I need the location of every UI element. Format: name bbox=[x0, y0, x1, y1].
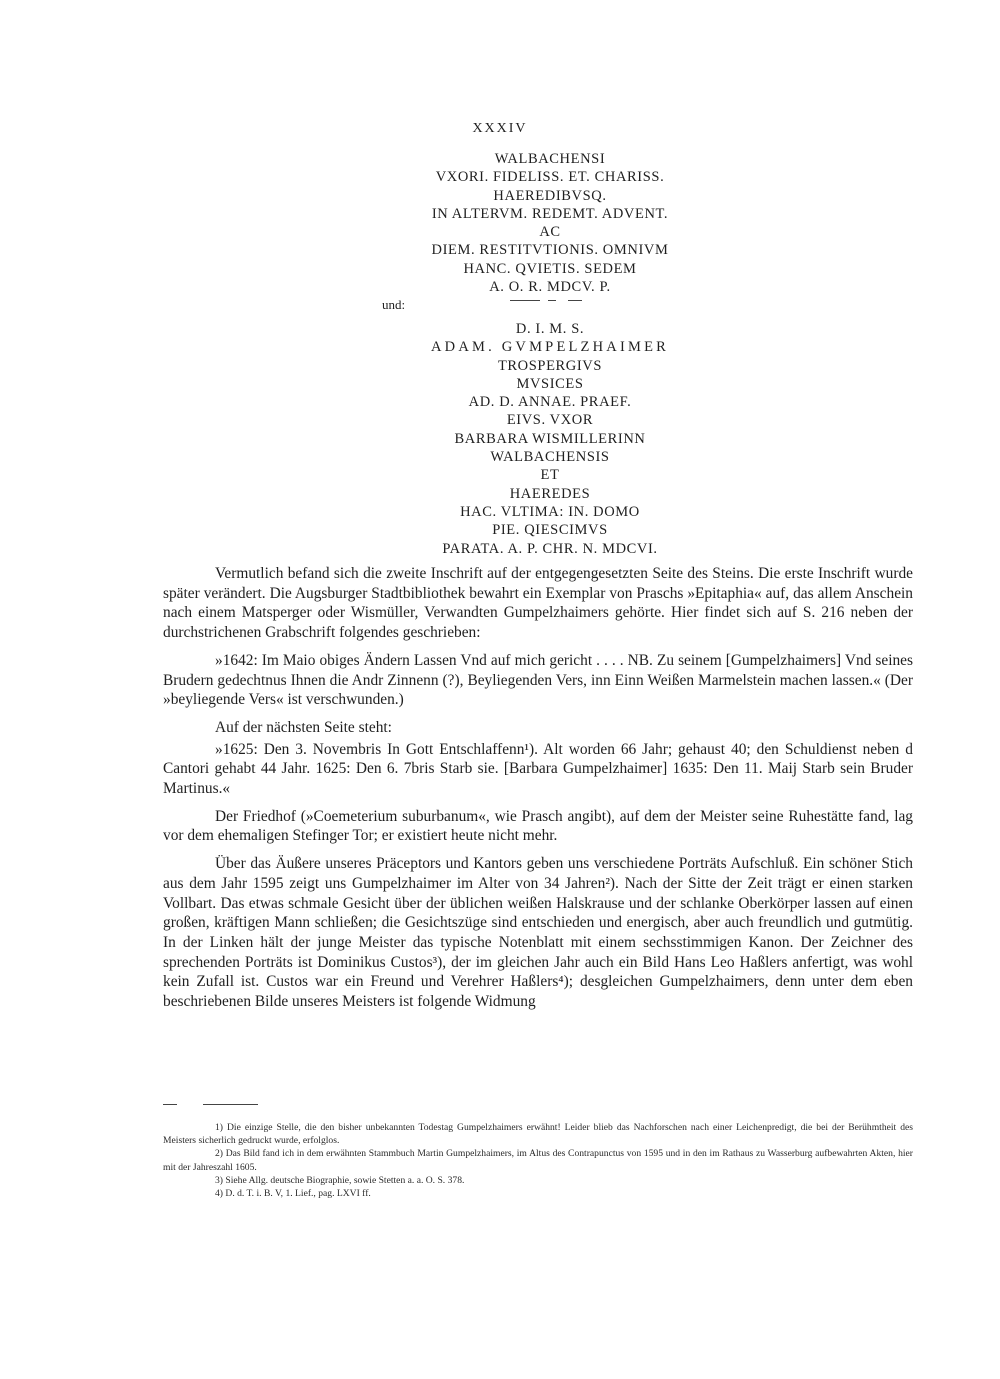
body-text bbox=[163, 564, 913, 1020]
footnote: 1) Die einzige Stelle, die den bisher unbekannten Todestag Gumpelzhaimers erwähnt! Leider blieb das Nachforschen nach einer Leichenpredigt, die bei der Berühmtheit des Meisters sicherlich gedruckt wurde, erfolglos. bbox=[163, 1122, 913, 1147]
inscription-line: TROSPERGIVS bbox=[497, 357, 603, 374]
inscription-line: PIE. QIESCIMVS bbox=[492, 522, 608, 539]
paragraph: Über das Äußere unseres Präceptors und Kantors geben uns verschiedene Porträts Aufschluß. Ein schöner Stich aus dem Jahr 1595 zeigt uns Gumpelzhaimer im Alter von 34 Jahren²). Nach der Sitte der Zeit trägt er einen starken Vollbart. Das etwas schmale Gesicht über der üblichen weißen Halskrause und der schlanke Oberkörper lassen auf einen großen, kräftigen Mann schließen; die Gesichtszüge sind entschieden und energisch, aber auch freundlich und gutmütig. In der Linken hält der junge Meister das typische Notenblatt mit einem sechsstimmigen Kanon. Der Zeichner des sprechenden Porträts ist Dominikus Custos³), der im gleichen Jahr auch ein Bild Hans Leo Haßlers anfertigt, was wohl kein Zufall ist. Custos war ein Freund und Verehrer Haßlers⁴); desgleichen Gumpelzhaimers, denn unter dem eben beschriebenen Bilde unseres Meisters ist folgende Widmung bbox=[163, 855, 913, 1011]
inscription-line: A. O. R. MDCV. P. bbox=[489, 279, 611, 296]
inscription-line: WALBACHENSIS bbox=[490, 449, 610, 466]
paragraph: Der Friedhof (»Coemeterium suburbanum«, wie Prasch angibt), auf dem der Meister seine Ruhestätte fand, lag vor dem ehemaligen Stefinger Tor; er existiert heute nicht mehr. bbox=[163, 807, 913, 845]
inscription-line: ET bbox=[540, 467, 560, 484]
inscription-line: ADAM. GVMPELZHAIMER bbox=[430, 339, 670, 356]
inscription-line: BARBARA WISMILLERINN bbox=[454, 430, 646, 447]
inscription-line: HAC. VLTIMA: IN. DOMO bbox=[460, 503, 640, 520]
inscription-line: MVSICES bbox=[516, 375, 584, 392]
paragraph: »1625: Den 3. Novembris In Gott Entschlaffenn¹). Alt worden 66 Jahr; gehaust 40; den Schuldienst neben d Cantori gehabt 44 Jahr. 1625: Den 6. 7bris Starb sie. [Barbara Gumpelzhaimer] 1635: Den 11. Maij Starb sein Bruder Martinus.« bbox=[163, 740, 913, 798]
inscription-line: AD. D. ANNAE. PRAEF. bbox=[468, 394, 632, 411]
epitaph-inscription-two bbox=[380, 320, 720, 558]
inscription-line: EIVS. VXOR bbox=[506, 412, 594, 429]
inscription-line: DIEM. RESTITVTIONIS. OMNIVM bbox=[431, 242, 669, 259]
inscription-line: IN ALTERVM. REDEMT. ADVENT. bbox=[431, 205, 669, 222]
footnote: 2) Das Bild fand ich in dem erwähnten Stammbuch Martin Gumpelzhaimers, im Altus des Contrapunctus von 1595 und in den im Rathaus zu Wasserburg aufbewahrten Akten, hier mit der Jahreszahl 1605. bbox=[163, 1148, 913, 1173]
inscription-line: WALBACHENSI bbox=[494, 151, 606, 167]
footnote: 3) Siehe Allg. deutsche Biographie, sowie Stetten a. a. O. S. 378. bbox=[215, 1174, 465, 1186]
epitaph-inscription-one bbox=[380, 150, 720, 296]
paragraph: Vermutlich befand sich die zweite Inschrift auf der entgegengesetzten Seite des Steins. Die erste Inschrift wurde später verändert. Die Augsburger Stadtbibliothek bewahrt ein Exemplar von Praschs »Epitaphia« auf, das allem Anschein nach einem Matsperger oder Wismüller, Verwandten Gumpelzhaimers gehörte. Hier findet sich auf S. 216 neben der durchstrichenen Grabschrift folgendes geschrieben: bbox=[163, 565, 913, 642]
inscription-line: HAEREDES bbox=[509, 485, 591, 502]
connector-word: und: bbox=[382, 297, 406, 312]
inscription-line: AC bbox=[539, 224, 561, 241]
paragraph: Auf der nächsten Seite steht: bbox=[215, 718, 392, 736]
paragraph: »1642: Im Maio obiges Ändern Lassen Vnd auf mich gericht . . . . NB. Zu seinem [Gumpelzhaimers] Vnd seines Brudern gedechtnus Ihnen die Andr Zinnenn (?), Beyliegenden Vers, inn Einn Weißen Marmelstein machen lassen.« (Der »beyliegende Vers« ist verschwunden.) bbox=[163, 651, 913, 709]
footnote: 4) D. d. T. i. B. V, 1. Lief., pag. LXVI ff. bbox=[215, 1188, 371, 1200]
inscription-line: HANC. QVIETIS. SEDEM bbox=[463, 260, 637, 277]
inscription-line: D. I. M. S. bbox=[515, 321, 585, 337]
inscription-separator bbox=[510, 300, 582, 302]
footnote-separator bbox=[163, 1104, 258, 1105]
footnotes bbox=[163, 1121, 913, 1200]
inscription-line: HAEREDIBVSQ. bbox=[493, 187, 607, 204]
inscription-line: PARATA. A. P. CHR. N. MDCVI. bbox=[442, 540, 658, 557]
page-number: XXXIV bbox=[472, 121, 528, 136]
inscription-line: VXORI. FIDELISS. ET. CHARISS. bbox=[435, 169, 665, 186]
